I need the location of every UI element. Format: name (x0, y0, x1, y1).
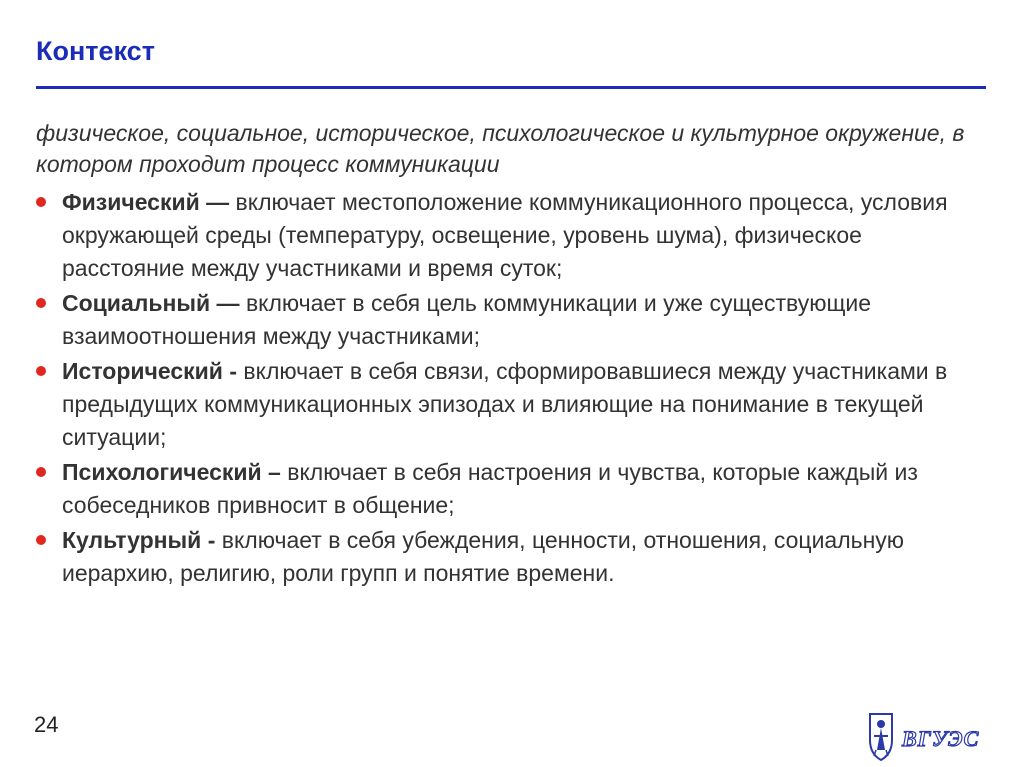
bullet-icon (36, 298, 46, 308)
list-item-psychological (36, 456, 986, 522)
page-number: 24 (34, 712, 59, 737)
item-separator: — (210, 290, 246, 316)
university-logo (862, 710, 992, 762)
list-item-cultural (36, 524, 986, 590)
item-description: включает в себя настроения и чувства, которые каждый из собеседников привносит в общение; (62, 459, 918, 518)
item-separator: - (201, 527, 222, 553)
item-term: Исторический (62, 358, 223, 384)
item-description: включает местоположение коммуникационного процесса, условия окружающей среды (температуру, освещение, уровень шума), физическое расстояние между участниками и время суток; (62, 189, 948, 281)
list-item-physical (36, 186, 986, 285)
item-term: Психологический (62, 459, 262, 485)
item-description: включает в себя цель коммуникации и уже существующие взаимоотношения между участниками; (62, 290, 872, 349)
bullet-icon (36, 197, 46, 207)
item-term: Физический (62, 189, 200, 215)
slide-title: Контекст (36, 36, 155, 66)
logo-wordmark: ВГУЭС (902, 726, 980, 751)
item-separator: - (222, 358, 244, 384)
bullet-icon (36, 366, 46, 376)
university-emblem-icon (870, 714, 892, 760)
context-types-list (36, 186, 986, 592)
list-item-social (36, 287, 986, 353)
item-separator: – (261, 459, 288, 485)
bullet-icon (36, 535, 46, 545)
item-separator: — (199, 189, 236, 215)
title-divider (36, 86, 986, 89)
item-term: Социальный (62, 290, 211, 316)
context-definition: физическое, социальное, историческое, психологическое и культурное окружение, в котором проходит процесс коммуникации (36, 120, 965, 177)
item-description: включает в себя убеждения, ценности, отношения, социальную иерархию, религию, роли групп и понятие времени. (62, 527, 905, 586)
item-description: включает в себя связи, сформировавшиеся между участниками в предыдущих коммуникационных эпизодах и влияющие на понимание в текущей ситуации; (62, 358, 948, 450)
item-term: Культурный (62, 527, 202, 553)
list-item-historical (36, 355, 986, 454)
bullet-icon (36, 467, 46, 477)
